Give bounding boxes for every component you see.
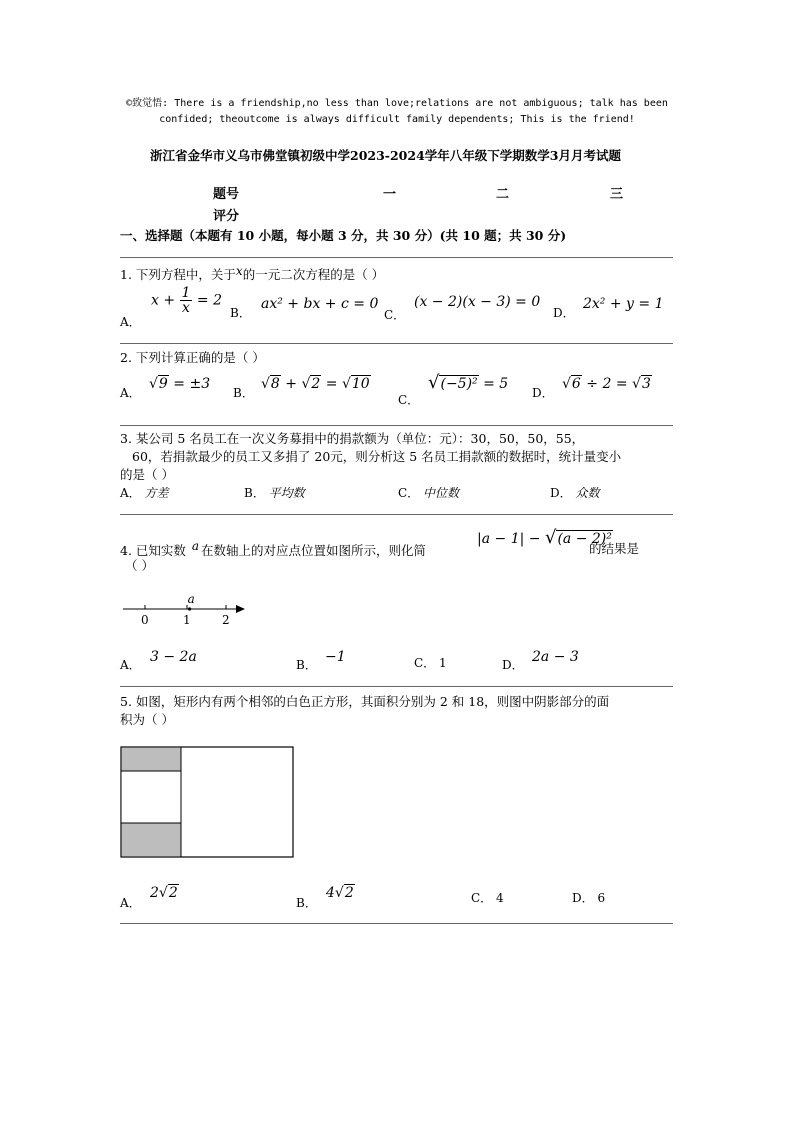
question-3-stem-line2: 60，若捐款最少的员工又多捐了 20元，则分析这 5 名员工捐款额的数据时，统计量变小 — [132, 449, 622, 464]
q1-option-b-math[interactable]: ax² + bx + c = 0 — [261, 296, 379, 312]
q2-option-d-math[interactable]: √6 ÷ 2 = √3 — [562, 376, 651, 392]
q4-option-c[interactable]: C． 1 — [414, 656, 447, 670]
question-4-stem-end: 的结果是 — [589, 541, 640, 556]
score-col-2: 二 — [496, 187, 510, 202]
question-4-stem: 4. 已知实数 a 在数轴上的对应点位置如图所示，则化简 — [120, 539, 427, 558]
q1-option-c-math[interactable]: (x − 2)(x − 3) = 0 — [414, 294, 541, 310]
q3-option-a[interactable]: A． 方差 — [120, 486, 169, 500]
q2-option-b-letter[interactable]: B． — [233, 386, 254, 400]
page-title: 浙江省金华市义乌市佛堂镇初级中学2023-2024学年八年级下学期数学3月月考试题 — [150, 148, 621, 163]
arrow-right-icon — [236, 605, 245, 613]
copyright-icon: © — [126, 98, 133, 109]
q5-option-b-math[interactable]: 4√2 — [326, 885, 354, 901]
question-4-stem-line2: （ ） — [125, 558, 154, 573]
q1-option-c-letter[interactable]: C． — [384, 308, 406, 322]
question-1-stem: 1. 下列方程中，关于x的一元二次方程的是（ ） — [120, 264, 385, 282]
q5-option-c[interactable]: C． 4 — [471, 891, 504, 905]
divider — [120, 425, 673, 426]
q5-option-d[interactable]: D． 6 — [572, 891, 606, 905]
number-line-tick-label: 1 — [183, 613, 191, 627]
q1-option-a-math[interactable]: x + $\frac{1}{x}$ = 2 — [151, 285, 222, 316]
question-3-stem-line3: 的是（ ） — [120, 467, 174, 482]
q4-option-d-math[interactable]: 2a − 3 — [532, 649, 579, 665]
q2-option-c-math[interactable]: √(−5)² = 5 — [428, 372, 509, 393]
motto-label: 致觉悟: — [132, 98, 169, 109]
question-5-stem-line2: 积为（ ） — [120, 712, 174, 727]
q1-option-b-letter[interactable]: B． — [230, 306, 251, 320]
rectangle-figure — [120, 746, 296, 860]
section-heading: 一、选择题（本题有 10 小题，每小题 3 分，共 30 分）(共 10 题；共 30 分) — [120, 228, 567, 243]
q1-option-a-letter[interactable]: A． — [120, 315, 141, 329]
shaded-region-bottom — [121, 823, 181, 857]
q1-option-d-letter[interactable]: D． — [553, 306, 575, 320]
number-line-tick-label: 2 — [222, 613, 230, 627]
number-line-tick-label: 0 — [141, 613, 149, 627]
q2-option-a-math[interactable]: √9 = ±3 — [149, 376, 211, 392]
question-2-stem: 2. 下列计算正确的是（ ） — [120, 350, 265, 365]
q1-option-d-math[interactable]: 2x² + y = 1 — [583, 296, 664, 312]
q4-option-d-letter[interactable]: D． — [502, 658, 524, 672]
number-line — [118, 588, 258, 628]
score-table-row1-label: 题号 — [213, 187, 240, 202]
q5-option-b-letter[interactable]: B． — [296, 896, 317, 910]
header-motto — [117, 96, 677, 128]
q5-option-a-letter[interactable]: A． — [120, 896, 141, 910]
q2-option-a-letter[interactable]: A． — [120, 386, 141, 400]
q4-option-b-letter[interactable]: B． — [296, 658, 317, 672]
score-table-row2-label: 评分 — [213, 209, 240, 224]
score-col-3: 三 — [610, 187, 624, 202]
divider — [120, 257, 673, 258]
q4-option-a-math[interactable]: 3 − 2a — [150, 649, 197, 665]
question-4-expression: |a − 1| − √(a − 2)² — [477, 527, 612, 548]
question-3-stem-line1: 3. 某公司 5 名员工在一次义务募捐中的捐款额为（单位：元）：30，50，50，55， — [120, 431, 585, 446]
motto-text: There is a friendship,no less than love;relations are not ambiguous; talk has been confided; theoutcome is always difficult family dependents; This is the friend! — [159, 98, 668, 125]
divider — [120, 514, 673, 515]
q2-option-d-letter[interactable]: D． — [532, 386, 554, 400]
white-square-small — [121, 771, 181, 823]
q2-option-c-letter[interactable]: C． — [398, 393, 420, 407]
number-line-point-label: a — [187, 592, 195, 606]
shaded-region-top — [121, 747, 181, 771]
q3-option-b[interactable]: B． 平均数 — [244, 486, 305, 500]
q4-option-a-letter[interactable]: A． — [120, 658, 141, 672]
q3-option-d[interactable]: D． 众数 — [550, 486, 600, 500]
question-5-stem-line1: 5. 如图，矩形内有两个相邻的白色正方形，其面积分别为 2 和 18，则图中阴影部分的面 — [120, 694, 610, 709]
q5-option-a-math[interactable]: 2√2 — [150, 885, 178, 901]
q4-option-b-math[interactable]: −1 — [325, 649, 346, 665]
divider — [120, 686, 673, 687]
divider — [120, 343, 673, 344]
divider — [120, 923, 673, 924]
q2-option-b-math[interactable]: √8 + √2 = √10 — [261, 376, 370, 392]
number-line-point — [188, 607, 191, 610]
score-col-1: 一 — [383, 187, 397, 202]
q3-option-c[interactable]: C． 中位数 — [398, 486, 460, 500]
